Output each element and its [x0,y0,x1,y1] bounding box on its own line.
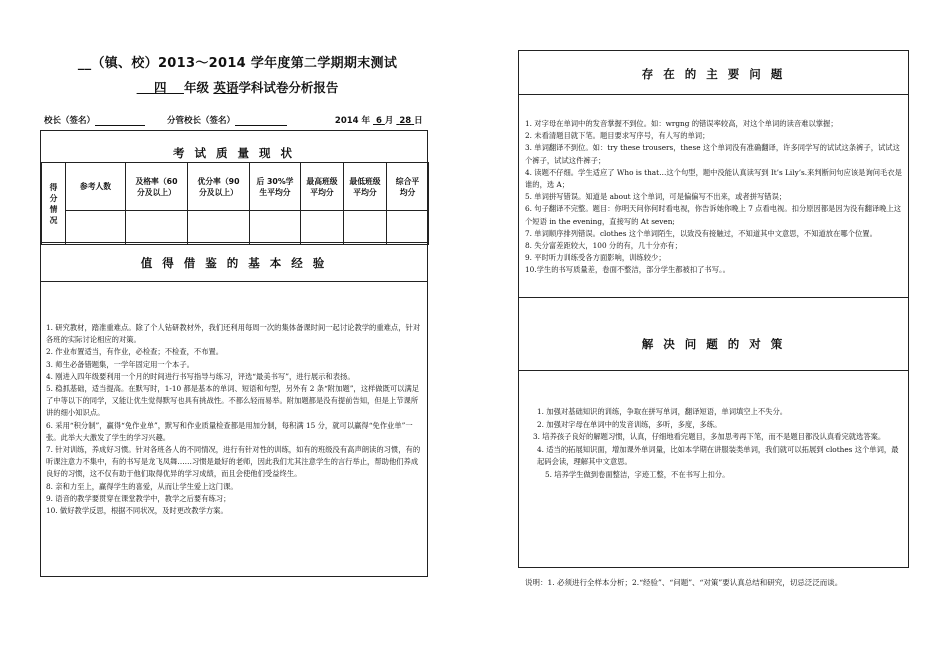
problems-title: 存 在 的 主 要 问 题 [641,67,786,81]
subject-value: 英语 [213,80,239,95]
list-item: 4. 适当的拓展知识面，增加课外单词量，比如本学期在讲服装类单词，我们就可以拓展到 clothes 这个单词，最起码会读，理解其中文意思。 [537,444,899,466]
list-item: 9. 语音的教学要贯穿在课堂教学中，教学之后要有练习； [46,493,231,503]
list-item: 3. 单词翻译不到位。如：try these trousers，these 这个单词没有准确翻译，许多同学写的试试这条裤子，试试这个裤子，试试这件裤子； [525,143,900,165]
list-item: 5. 稳抓基础，适当提高。在默写时，1-10 都是基本的单词、短语和句型，另外有 2 条“附加题”，这样做既可以满足了中等以下的同学，又能让优生觉得默写也具有挑战性。不都么轻而易举。附加题都是没有提前告知，但是上节课所讲的细小知识点。 [46,384,420,418]
list-item: 5. 单词拼写错误。知道是 about 这个单词，可是偏偏写不出来，或者拼写错误； [525,192,787,202]
date-month: 6 [375,116,382,126]
list-item: 9. 平时听力训练受各方面影响，训练较少； [525,253,666,263]
list-item: 3. 培养孩子良好的解题习惯，认真，仔细地看完题目，多加思考再下笔，而不是题目都没认真看完就选答案。 [533,432,886,441]
quality-status-title: 考 试 质 量 现 状 [172,146,296,160]
list-item: 6. 句子翻译不完整。题目：你明天问你何时看电视，你告诉她你晚上 7 点看电视。扣分原因都是因为没有翻译晚上这个短语 in the evening，直接写的 At seven; [525,204,902,226]
problems-list [525,118,905,277]
list-item: 8. 亲和力至上，赢得学生的喜爱，从而让学生爱上这门课。 [46,481,238,491]
solutions-section [518,298,909,568]
list-item: 3. 师生必备错题集，一学年固定用一个本子。 [46,359,194,369]
solutions-title: 解 决 问 题 的 对 策 [641,337,786,351]
lowest-class-avg-cell[interactable] [344,211,387,245]
list-item: 7. 单词顺序排列错误。clothes 这个单词陌生，以致没有接触过，不知道其中文意思，不知道放在哪个位置。 [525,228,877,238]
list-item: 6. 采用“积分制”，赢得“免作业单”，默写和作业质量检查都是用加分制，每积满 15 分，就可以赢得“免作业单”一张。此举大大激发了学生的学习兴趣。 [46,420,413,442]
signature-line [44,114,434,126]
date-year: 2014 年 [334,116,371,126]
problems-title-box [518,50,909,95]
list-item: 1. 加强对基础知识的训练，争取在拼写单词，翻译短语，单词填空上不失分。 [537,407,788,416]
excellent-rate-header: 优分率（90 分及以上） [188,163,250,211]
quality-status-section [40,130,428,243]
experience-title: 值 得 借 鉴 的 基 本 经 验 [140,256,328,270]
list-item: 2. 未看清题目就下笔。题目要求写序号，有人写的单词； [525,131,710,141]
list-item: 8. 失分富差距较大，100 分的有，几十分亦有； [525,241,682,251]
last30-avg-header: 后 30%学生平均分 [250,163,301,211]
solutions-list [525,406,905,481]
report-title-line1: __（镇、校）2013～2014 学年度第二学期期末测试 [77,56,398,71]
problems-section [518,95,909,298]
list-item: 2. 加强对字母在单词中的发音训练，多听，多度，多练。 [537,419,722,429]
list-item: 2. 作业布置适当，有作业，必检查；不检查，不布置。 [46,347,224,357]
list-item: 1. 研究教材，踏准重难点。除了个人钻研教材外，我们还利用每周一次的集体备课时间一起讨论教学的重难点，针对各班的实际讨论相应的对策。 [46,323,421,345]
list-item: 10.学生的书写质量差，卷面不整洁，部分学生都被扣了书写。。 [525,265,730,275]
quality-stats-table [41,162,429,245]
principal-signature-field[interactable] [95,115,145,126]
excellent-rate-cell[interactable] [188,211,250,245]
list-item: 1. 对字母在单词中的发音掌握不到位。如：wrgng 的错误率较高，对这个单词的读音难以掌握； [525,119,838,128]
pass-rate-header: 及格率（60 分及以上） [126,163,188,211]
vice-principal-signature-field[interactable] [235,115,287,126]
section-divider [519,370,908,371]
report-suffix: 学科试卷分析报告 [238,80,339,95]
score-situation-header: 得分情况 [42,163,66,245]
list-item: 4. 刚进入四年级要利用一个月的时间进行书写指导与练习，评选“最美书写”，进行展示和表扬。 [46,371,355,381]
highest-class-avg-cell[interactable] [301,211,344,245]
experience-title-box [40,243,428,282]
report-title-line2 [0,78,475,96]
last30-avg-cell[interactable] [250,211,301,245]
experience-section [40,282,428,577]
grade-value: 四 [154,80,167,95]
lowest-class-avg-header: 最低班级平均分 [344,163,387,211]
participants-cell[interactable] [66,211,126,245]
vice-principal-signature-label: 分管校长（签名） [166,116,235,126]
experience-list [46,322,424,517]
footnote: 说明：1. 必须进行全样本分析；2.“经验”、“问题”、“对策”要认真总结和研究，切忌泛泛而谈。 [525,578,843,587]
principal-signature-label: 校长（签名） [44,116,96,126]
highest-class-avg-header: 最高班级平均分 [301,163,344,211]
overall-avg-header: 综合平均分 [387,163,429,211]
participants-header: 参考人数 [66,163,126,211]
pass-rate-cell[interactable] [126,211,188,245]
date-day: 28 [399,116,412,126]
date-month-unit: 月 [384,116,394,126]
grade-suffix: 年级 [183,80,209,95]
date-day-unit: 日 [414,116,423,126]
list-item: 7. 针对训练，养成好习惯。针对各班各人的不同情况，进行有针对性的训练，如有的班级没有高声朗读的习惯，有的听课注意力不集中，有的书写是龙飞凤舞……习惯是最好的老师，因此我们尤其注意学生的言行举止，帮助他们养成良好的习惯，这不仅有助于他们取得优异的学习成绩，而且会使他们受益终生。 [46,445,421,479]
list-item: 10. 做好教学反思，根据不同状况，及时更改教学方案。 [46,506,228,516]
list-item: 4. 读题不仔细。学生适应了 Who is that…这个句型，题中没能认真读写到 It’s Lily’s.来判断问句应该是询问毛衣是谁的，选 A； [525,167,902,190]
list-item: 5. 培养学生做到卷面整洁，字迹工整，不在书写上扣分。 [545,469,730,479]
overall-avg-cell[interactable] [387,211,429,245]
